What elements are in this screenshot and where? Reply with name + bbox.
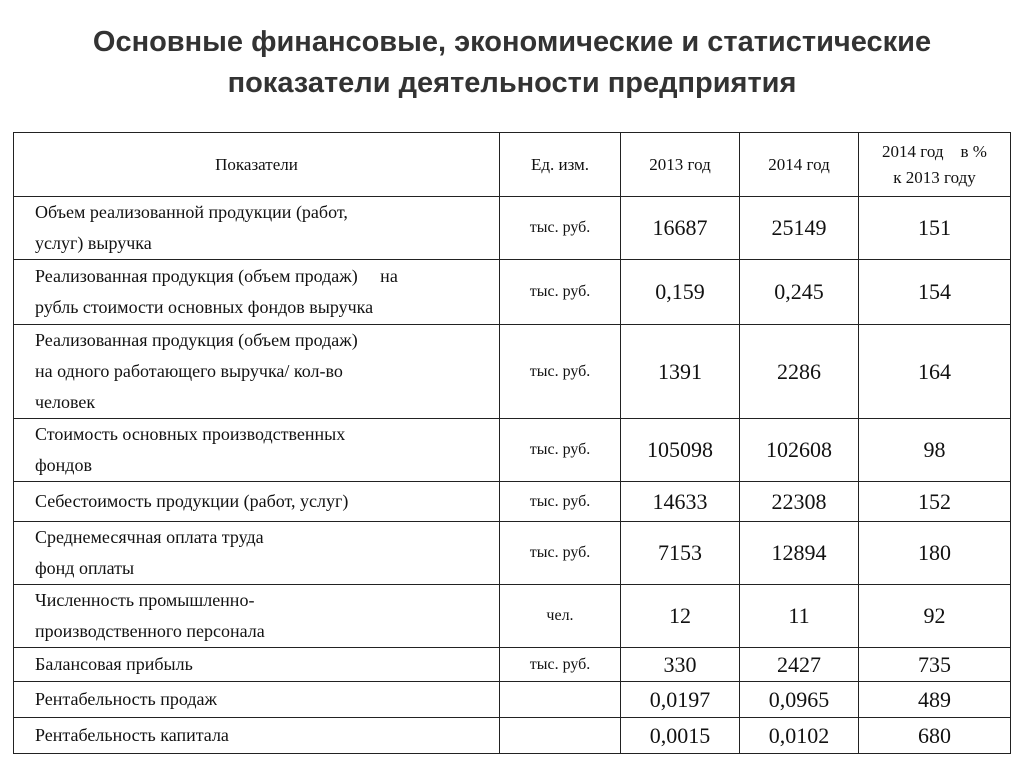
unit-cell: чел. (500, 585, 621, 648)
value-2013-cell: 1391 (621, 325, 740, 419)
unit-cell (500, 718, 621, 754)
indicator-name-line: фонд оплаты (35, 558, 135, 578)
value-2014-cell: 0,245 (740, 260, 859, 325)
indicator-name-line: на одного работающего выручка/ кол-во (35, 361, 343, 381)
value-2013-cell: 12 (621, 585, 740, 648)
header-unit: Ед. изм. (500, 133, 621, 197)
indicator-name-line: услуг) выручка (35, 233, 152, 253)
table-row (14, 718, 1011, 754)
table-row (14, 482, 1011, 522)
value-2013-cell: 7153 (621, 522, 740, 585)
table-header-row (14, 133, 1011, 197)
indicator-name-line: Среднемесячная оплата труда (35, 527, 264, 547)
unit-cell: тыс. руб. (500, 197, 621, 260)
value-2014-cell: 11 (740, 585, 859, 648)
table-row (14, 197, 1011, 260)
header-percent-line-2: к 2013 году (893, 167, 976, 187)
indicator-name (14, 260, 500, 325)
percent-cell: 92 (859, 585, 1011, 648)
value-2013-cell: 0,0197 (621, 682, 740, 718)
header-2014: 2014 год (740, 133, 859, 197)
indicator-name-line: Стоимость основных производственных (35, 424, 346, 444)
indicator-name-line: Себестоимость продукции (работ, услуг) (35, 491, 349, 511)
percent-cell: 680 (859, 718, 1011, 754)
header-percent (859, 133, 1011, 197)
table-row (14, 522, 1011, 585)
indicator-name-line: Реализованная продукция (объем продаж) на (35, 266, 398, 286)
value-2014-cell: 0,0102 (740, 718, 859, 754)
value-2014-cell: 2427 (740, 648, 859, 682)
indicator-name-line: Рентабельность продаж (35, 689, 217, 709)
table-row (14, 682, 1011, 718)
value-2013-cell: 0,159 (621, 260, 740, 325)
table-row (14, 260, 1011, 325)
title-line-2: показатели деятельности предприятия (227, 67, 797, 99)
indicator-name (14, 522, 500, 585)
indicator-name (14, 648, 500, 682)
unit-cell: тыс. руб. (500, 419, 621, 482)
table-row (14, 648, 1011, 682)
unit-cell: тыс. руб. (500, 260, 621, 325)
indicator-name-line: Объем реализованной продукции (работ, (35, 202, 348, 222)
indicator-name (14, 419, 500, 482)
percent-cell: 98 (859, 419, 1011, 482)
unit-cell: тыс. руб. (500, 648, 621, 682)
indicators-table (13, 132, 1011, 754)
indicator-name (14, 585, 500, 648)
percent-cell: 154 (859, 260, 1011, 325)
indicator-name-line: Рентабельность капитала (35, 725, 229, 745)
indicator-name (14, 482, 500, 522)
value-2013-cell: 105098 (621, 419, 740, 482)
value-2013-cell: 330 (621, 648, 740, 682)
header-indicator: Показатели (14, 133, 500, 197)
value-2014-cell: 2286 (740, 325, 859, 419)
value-2014-cell: 22308 (740, 482, 859, 522)
unit-cell: тыс. руб. (500, 325, 621, 419)
indicator-name-line: фондов (35, 455, 92, 475)
indicator-name (14, 718, 500, 754)
indicator-name-line: Численность промышленно- (35, 590, 255, 610)
indicator-name (14, 197, 500, 260)
value-2014-cell: 102608 (740, 419, 859, 482)
percent-cell: 151 (859, 197, 1011, 260)
percent-cell: 180 (859, 522, 1011, 585)
unit-cell: тыс. руб. (500, 522, 621, 585)
unit-cell: тыс. руб. (500, 482, 621, 522)
percent-cell: 489 (859, 682, 1011, 718)
value-2013-cell: 0,0015 (621, 718, 740, 754)
page-title (0, 22, 1024, 104)
percent-cell: 164 (859, 325, 1011, 419)
value-2014-cell: 25149 (740, 197, 859, 260)
value-2013-cell: 16687 (621, 197, 740, 260)
table-row (14, 325, 1011, 419)
value-2014-cell: 0,0965 (740, 682, 859, 718)
title-line-1: Основные финансовые, экономические и статистические (92, 26, 932, 58)
unit-cell (500, 682, 621, 718)
value-2013-cell: 14633 (621, 482, 740, 522)
indicator-name (14, 682, 500, 718)
header-2013: 2013 год (621, 133, 740, 197)
indicator-name-line: производственного персонала (35, 621, 265, 641)
percent-cell: 152 (859, 482, 1011, 522)
table-row (14, 585, 1011, 648)
indicator-name-line: рубль стоимости основных фондов выручка (35, 297, 374, 317)
indicator-name-line: Балансовая прибыль (35, 654, 193, 674)
indicator-name-line: Реализованная продукция (объем продаж) (35, 330, 358, 350)
indicator-name (14, 325, 500, 419)
indicator-name-line: человек (35, 392, 96, 412)
table-row (14, 419, 1011, 482)
value-2014-cell: 12894 (740, 522, 859, 585)
header-percent-line-1: 2014 год в % (882, 141, 987, 161)
percent-cell: 735 (859, 648, 1011, 682)
